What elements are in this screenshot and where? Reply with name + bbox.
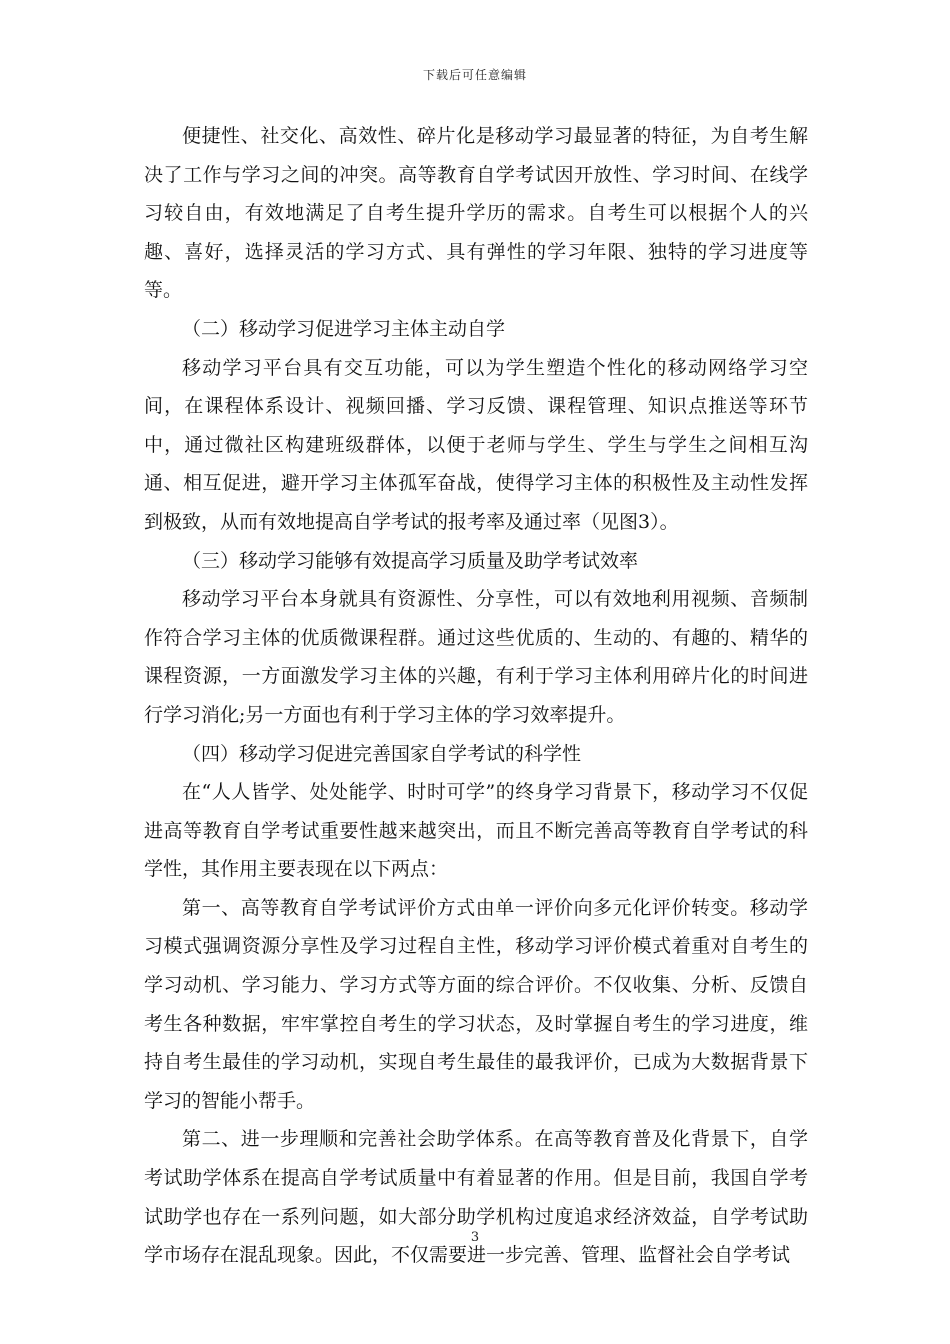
section-heading-4: （四）移动学习促进完善国家自学考试的科学性 [182,742,582,765]
paragraph-point-one: 第一、高等教育自学考试评价方式由单一评价向多元化评价转变。移动学习模式强调资源分享性及学习过程自主性，移动学习评价模式着重对自考生的学习动机、学习能力、学习方式等方面的综合评价。不仅收集、分析、反馈自考生各种数据，牢牢掌控自考生的学习状态，及时掌握自考生的学习进度，维持自考生最佳的学习动机，实现自考生最佳的最我评价，已成为大数据背景下学习的智能小帮手。 [144,896,808,1112]
section-heading-3: （三）移动学习能够有效提高学习质量及助学考试效率 [182,549,639,572]
document-body [144,117,808,1275]
paragraph-lifelong-learning: 在“人人皆学、处处能学、时时可学”的终身学习背景下，移动学习不仅促进高等教育自学考试重要性越来越突出，而且不断完善高等教育自学考试的科学性，其作用主要表现在以下两点： [144,781,808,881]
header-note: 下载后可任意编辑 [422,68,527,82]
paragraph-mobile-learning-features: 便捷性、社交化、高效性、碎片化是移动学习最显著的特征，为自考生解决了工作与学习之间的冲突。高等教育自学考试因开放性、学习时间、在线学习较自由，有效地满足了自考生提升学历的需求。自考生可以根据个人的兴趣、喜好，选择灵活的学习方式、具有弹性的学习年限、独特的学习进度等等。 [144,125,808,302]
paragraph-point-two: 第二、进一步理顺和完善社会助学体系。在高等教育普及化背景下，自学考试助学体系在提高自学考试质量中有着显著的作用。但是目前，我国自学考试助学也存在一系列问题，如大部分助学机构过度追求经济效益，自学考试助学市场存在混乱现象。因此，不仅需要进一步完善、管理、监督社会自学考试 [144,1128,808,1267]
paragraph-resource-sharing: 移动学习平台本身就具有资源性、分享性，可以有效地利用视频、音频制作符合学习主体的优质微课程群。通过这些优质的、生动的、有趣的、精华的课程资源，一方面激发学习主体的兴趣，有利于学习主体利用碎片化的时间进行学习消化;另一方面也有利于学习主体的学习效率提升。 [144,588,808,726]
section-heading-2: （二）移动学习促进学习主体主动自学 [182,317,506,340]
paragraph-interactive-platform: 移动学习平台具有交互功能，可以为学生塑造个性化的移动网络学习空间，在课程体系设计、视频回播、学习反馈、课程管理、知识点推送等环节中，通过微社区构建班级群体，以便于老师与学生、学生与学生之间相互沟通、相互促进，避开学习主体孤军奋战，使得学习主体的积极性及主动性发挥到极致，从而有效地提高自学考试的报考率及通过率（见图3）。 [144,356,808,533]
page-number: 3 [470,1230,480,1245]
